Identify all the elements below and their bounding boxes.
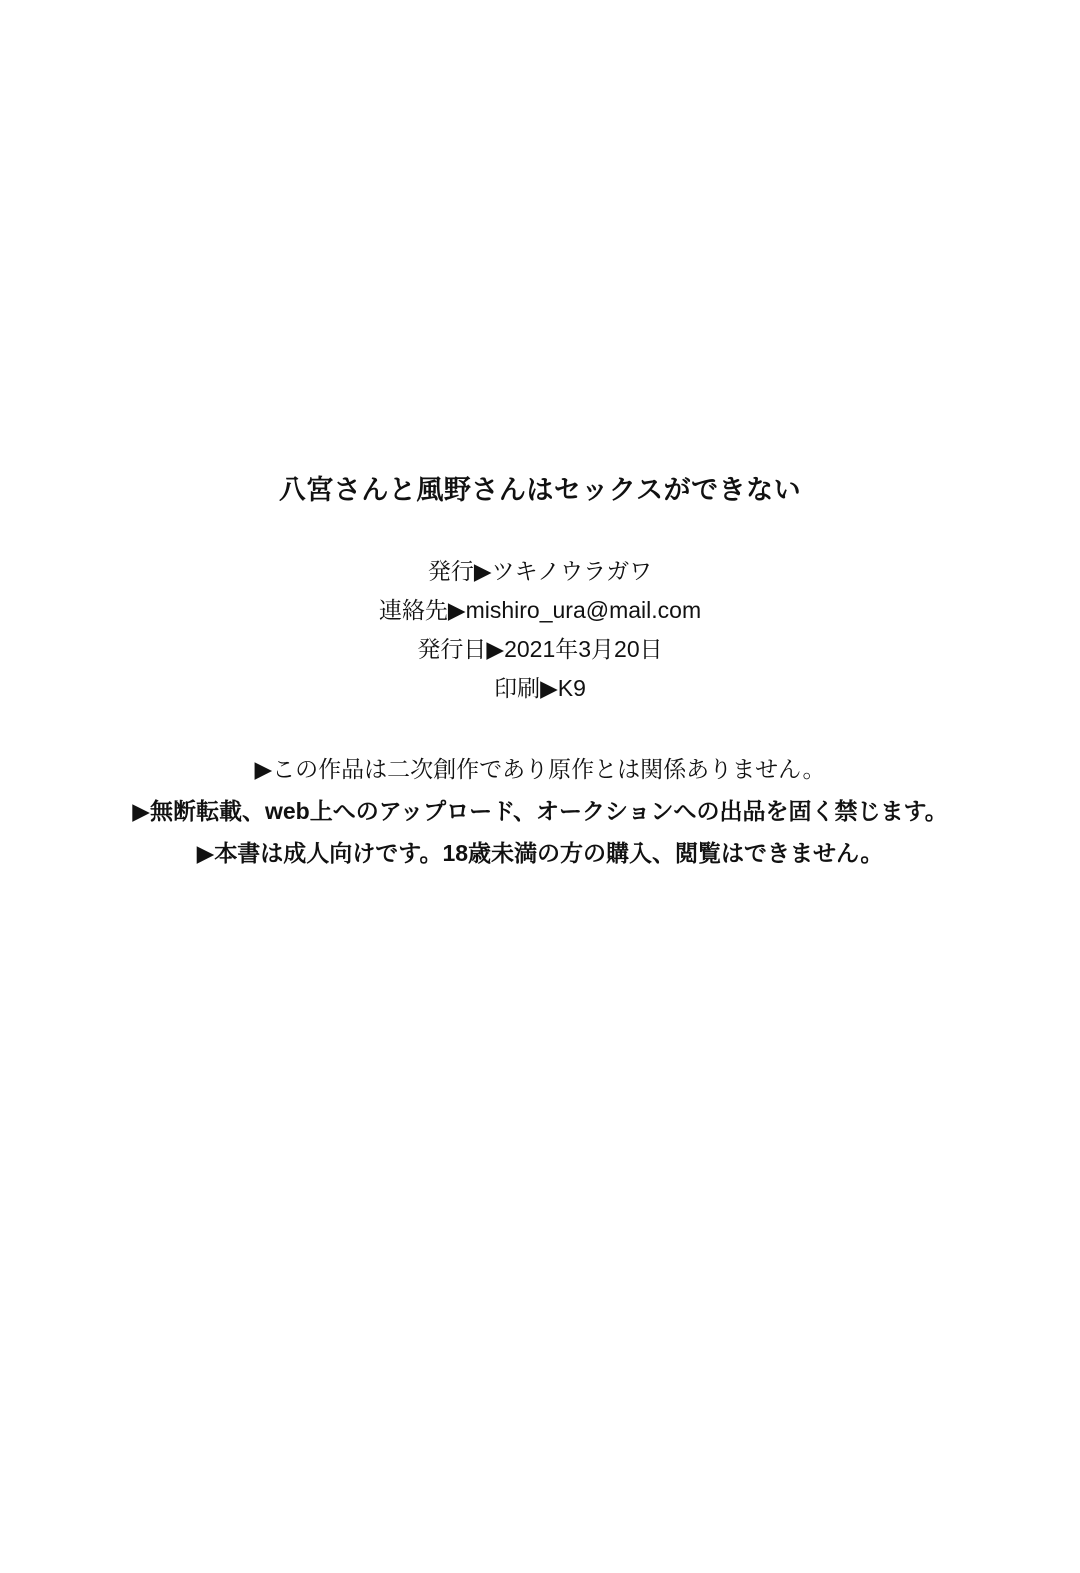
notice-adults-only — [0, 832, 1080, 874]
notice-derivative-work — [0, 748, 1080, 790]
imprint-label: 発行日 — [417, 636, 487, 662]
triangle-marker-icon: ▶ — [196, 840, 215, 866]
imprint-label: 印刷 — [494, 675, 541, 701]
imprint-label: 発行 — [427, 558, 474, 584]
imprint-row-publisher — [0, 552, 1080, 591]
notice-text: 本書は成人向けです。18歳未満の方の購入、閲覧はできません。 — [214, 840, 884, 866]
imprint-value: mishiro_ura@mail.com — [465, 597, 702, 623]
imprint-value: 2021年3月20日 — [504, 636, 663, 662]
imprint-row-contact — [0, 591, 1080, 630]
triangle-marker-icon: ▶ — [473, 558, 492, 584]
imprint-label: 連絡先 — [378, 597, 448, 623]
notice-block — [0, 748, 1080, 874]
imprint-block — [0, 552, 1080, 708]
imprint-value: ツキノウラガワ — [491, 558, 653, 584]
imprint-row-date — [0, 630, 1080, 669]
triangle-marker-icon: ▶ — [486, 636, 505, 662]
notice-text: 無断転載、web上へのアップロード、オークションへの出品を固く禁じます。 — [149, 798, 948, 824]
notice-no-reproduction — [0, 790, 1080, 832]
triangle-marker-icon: ▶ — [132, 798, 150, 824]
triangle-marker-icon: ▶ — [254, 756, 273, 782]
triangle-marker-icon: ▶ — [540, 675, 558, 701]
imprint-value: K9 — [557, 675, 586, 701]
page-title: 八宮さんと風野さんはセックスができない — [278, 475, 802, 505]
triangle-marker-icon: ▶ — [447, 597, 466, 623]
imprint-row-printer — [0, 669, 1080, 708]
notice-text: この作品は二次創作であり原作とは関係ありません。 — [272, 756, 826, 782]
